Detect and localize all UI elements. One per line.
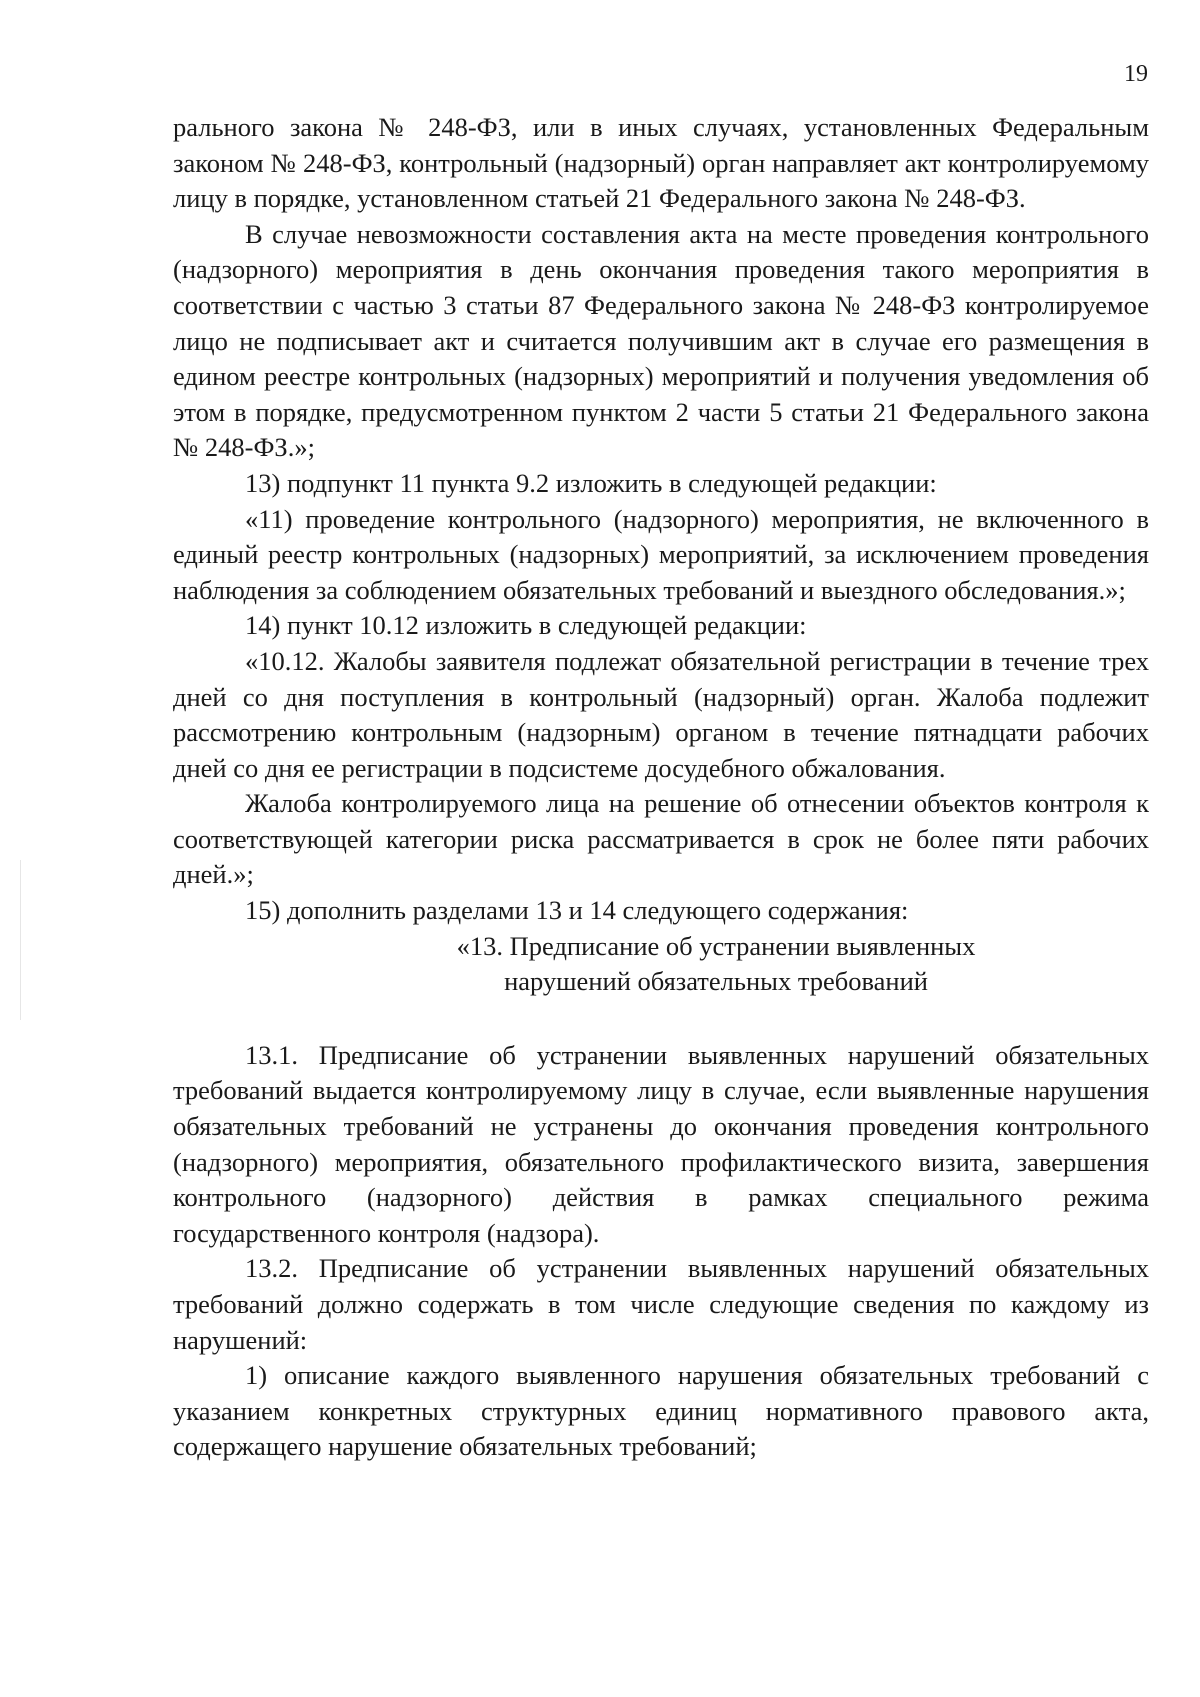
- page-number: 19: [1124, 61, 1148, 87]
- section-heading-line-1: «13. Предписание об устранении выявленных: [456, 930, 976, 961]
- paragraph-continuation: рального закона № 248-ФЗ, или в иных случаях, установленных Федеральным законом № 248-ФЗ, контрольный (надзорный) орган направляет акт контролируемому лицу в порядке, установленном статьей 21 Федерального закона № 248-ФЗ.: [173, 112, 1149, 214]
- paragraph-13-2-item-1: 1) описание каждого выявленного нарушения обязательных требований с указанием конкретных структурных единиц нормативного правового акта, содержащего нарушение обязательных требований;: [173, 1360, 1149, 1462]
- paragraph-complaint-risk: Жалоба контролируемого лица на решение об отнесении объектов контроля к соответствующей категории риска рассматривается в срок не более пяти рабочих дней.»;: [173, 788, 1149, 890]
- section-13-heading: [173, 929, 1149, 1000]
- paragraph-item-15: 15) дополнить разделами 13 и 14 следующего содержания:: [245, 895, 909, 926]
- section-heading-line-2: нарушений обязательных требований: [504, 966, 928, 997]
- paragraph-item-13: 13) подпункт 11 пункта 9.2 изложить в следующей редакции:: [245, 467, 937, 498]
- scan-edge-mark: [20, 860, 21, 1020]
- paragraph-10-12: «10.12. Жалобы заявителя подлежат обязательной регистрации в течение трех дней со дня поступления в контрольный (надзорный) орган. Жалоба подлежит рассмотрению контрольным (надзорным) органом в течение пятнадцати рабочих дней со дня ее регистрации в подсистеме досудебного обжалования.: [173, 645, 1149, 783]
- paragraph-subitem-11: «11) проведение контрольного (надзорного) мероприятия, не включенного в единый реестр контрольных (надзорных) мероприятий, за исключением проведения наблюдения за соблюдением обязательных требований и выездного обследования.»;: [173, 503, 1149, 605]
- paragraph-item-14: 14) пункт 10.12 изложить в следующей редакции:: [245, 610, 807, 641]
- document-body: [173, 110, 1149, 1465]
- paragraph-13-1: 13.1. Предписание об устранении выявленных нарушений обязательных требований выдается контролируемому лицу в случае, если выявленные нарушения обязательных требований не устранены до окончания проведения контрольного (надзорного) мероприятия, обязательного профилактического визита, завершения контрольного (надзорного) действия в рамках специального режима государственного контроля (надзора).: [173, 1039, 1149, 1248]
- paragraph-act-impossibility: В случае невозможности составления акта на месте проведения контрольного (надзорного) мероприятия в день окончания проведения такого мероприятия в соответствии с частью 3 статьи 87 Федерального закона № 248-ФЗ контролируемое лицо не подписывает акт и считается получившим акт в случае его размещения в едином реестре контрольных (надзорных) мероприятий и получения уведомления об этом в порядке, предусмотренном пунктом 2 части 5 статьи 21 Федерального закона № 248-ФЗ.»;: [173, 218, 1149, 463]
- paragraph-13-2: 13.2. Предписание об устранении выявленных нарушений обязательных требований должно содержать в том числе следующие сведения по каждому из нарушений:: [173, 1253, 1149, 1355]
